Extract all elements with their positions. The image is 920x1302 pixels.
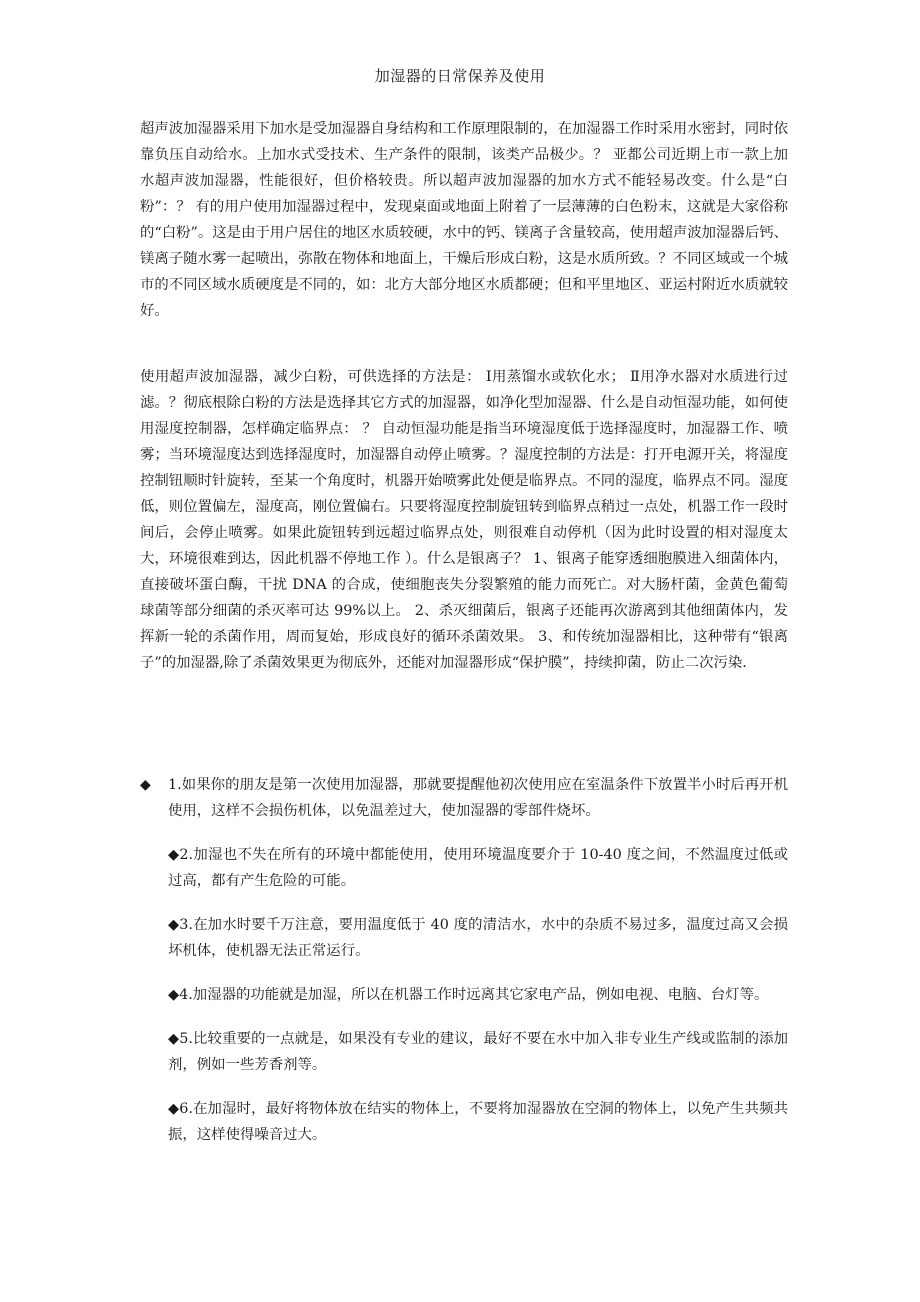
list-item-text: 1.如果你的朋友是第一次使用加湿器，那就要提醒他初次使用应在室温条件下放置半小时后再开机使用，这样不会损伤机体，以免温差过大，使加湿器的零部件烧坏。 (168, 777, 788, 819)
paragraph-1: 超声波加湿器采用下加水是受加湿器自身结构和工作原理限制的，在加湿器工作时采用水密封，同时依靠负压自动给水。上加水式受技术、生产条件的限制，该类产品极少。？ 亚都公司近期上市一款上加水超声波加湿器，性能很好，但价格较贵。所以超声波加湿器的加水方式不能轻易改变。什么是“白粉”：？ 有的用户使用加湿器过程中，发现桌面或地面上附着了一层薄薄的白色粉末，这就是大家俗称的“白粉”。这是由于用户居住的地区水质较硬，水中的钙、镁离子含量较高，使用超声波加湿器后钙、镁离子随水雾一起喷出，弥散在物体和地面上，干燥后形成白粉，这是水质所致。？不同区域或一个城市的不同区域水质硬度是不同的，如：北方大部分地区水质都硬；但和平里地区、亚运村附近水质就较好。 (140, 121, 788, 319)
list-item-text: ◆3.在加水时要千万注意，要用温度低于 40 度的清洁水，水中的杂质不易过多，温度过高又会损坏机体，使机器无法正常运行。 (168, 917, 788, 959)
tips-list (140, 772, 788, 1166)
list-item (140, 772, 788, 824)
list-item-text: ◆5.比较重要的一点就是，如果没有专业的建议，最好不要在水中加入非专业生产线或监制的添加剂，例如一些芳香剂等。 (168, 1031, 788, 1073)
list-item-text: ◆2.加湿也不失在所有的环境中都能使用，使用环境温度要介于 10-40 度之间，不然温度过低或过高，都有产生危险的可能。 (168, 847, 788, 889)
list-item-text: ◆6.在加湿时，最好将物体放在结实的物体上，不要将加湿器放在空洞的物体上，以免产生共频共振，这样使得噪音过大。 (168, 1101, 788, 1143)
list-item (140, 982, 788, 1008)
diamond-bullet-icon: ◆ (140, 777, 151, 793)
list-item (140, 912, 788, 964)
list-item (140, 1096, 788, 1148)
document-title: 加湿器的日常保养及使用 (374, 67, 546, 85)
list-item (140, 842, 788, 894)
paragraph-2: 使用超声波加湿器，减少白粉，可供选择的方法是： Ⅰ用蒸馏水或软化水； Ⅱ用净水器对水质进行过滤。？彻底根除白粉的方法是选择其它方式的加湿器，如净化型加湿器、什么是自动恒湿功能，如何使用湿度控制器，怎样确定临界点： ？ 自动恒湿功能是指当环境湿度低于选择湿度时，加湿器工作、喷雾；当环境湿度达到选择湿度时，加湿器自动停止喷雾。？湿度控制的方法是：打开电源开关，将湿度控制钮顺时针旋转，至某一个角度时，机器开始喷雾此处便是临界点。不同的湿度，临界点不同。湿度低，则位置偏左，湿度高，刚位置偏右。只要将湿度控制旋钮转到临界点稍过一点处，机器工作一段时间后，会停止喷雾。如果此旋钮转到远超过临界点处，则很难自动停机（因为此时设置的相对湿度太大，环境很难到达，因此机器不停地工作 ）。什么是银离子？ 1、银离子能穿透细胞膜进入细菌体内，直接破坏蛋白酶，干扰 DNA 的合成，使细胞丧失分裂繁殖的能力而死亡。对大肠杆菌，金黄色葡萄球菌等部分细菌的杀灭率可达 99%以上。 2、杀灭细菌后，银离子还能再次游离到其他细菌体内，发挥新一轮的杀菌作用，周而复始，形成良好的循环杀菌效果。 3、和传统加湿器相比，这种带有“银离子”的加湿器,除了杀菌效果更为彻底外，还能对加湿器形成“保护膜”，持续抑菌，防止二次污染. (140, 369, 788, 671)
list-item (140, 1026, 788, 1078)
list-item-text: ◆4.加湿器的功能就是加湿，所以在机器工作时远离其它家电产品，例如电视、电脑、台灯等。 (168, 987, 769, 1003)
